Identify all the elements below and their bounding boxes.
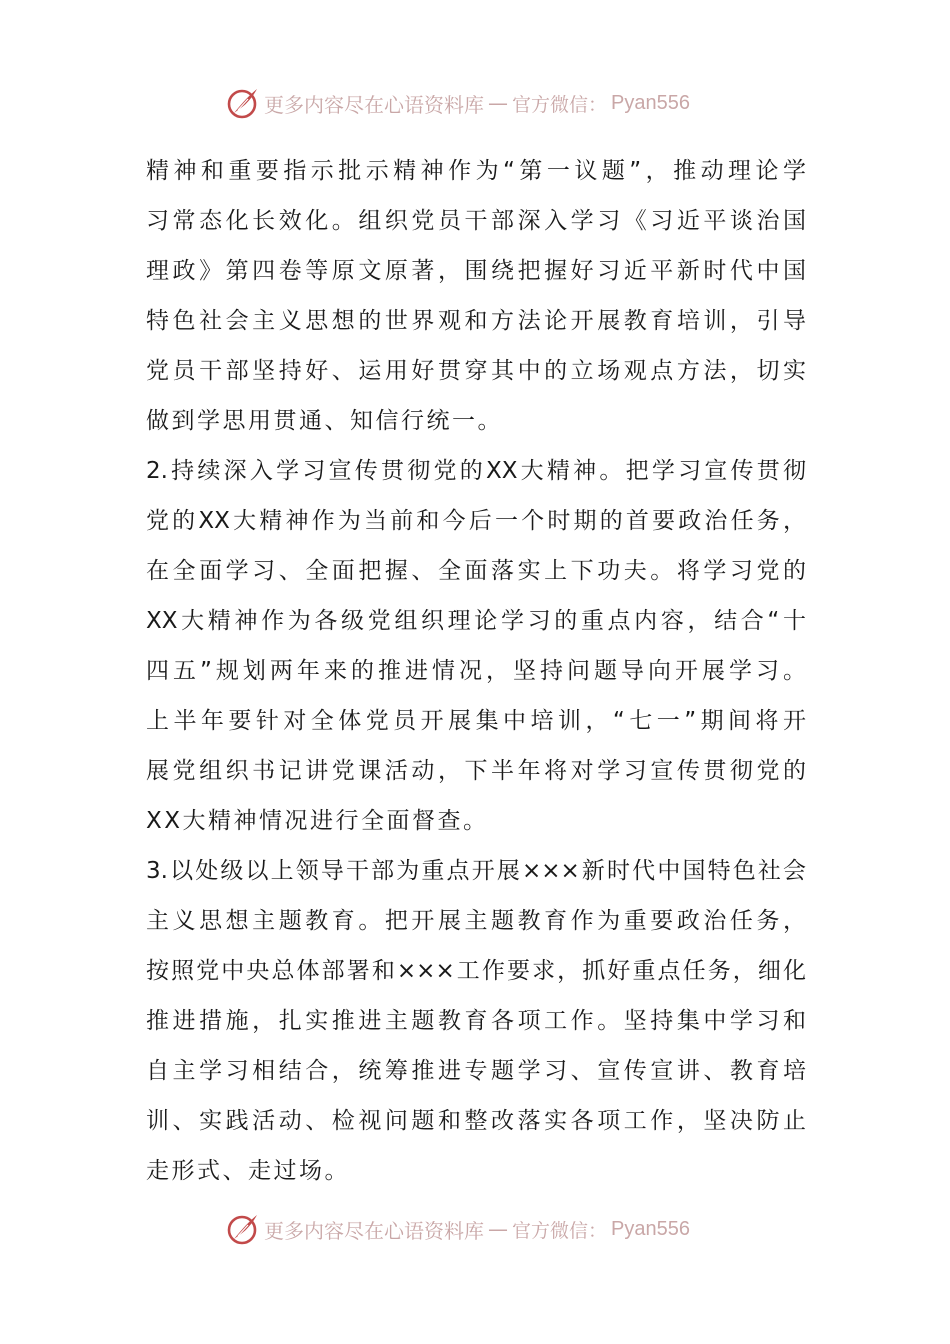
text-line: 党的XX大精神作为当前和今后一个时期的首要政治任务，: [146, 508, 806, 534]
header-watermark: [226, 85, 690, 121]
watermark-label: 官方微信：: [512, 1219, 608, 1242]
text-line: 按照党中央总体部署和×××工作要求，抓好重点任务，细化: [146, 958, 806, 984]
text-line: 特色社会主义思想的世界观和方法论开展教育培训，引导: [146, 308, 806, 334]
text-line: 党员干部坚持好、运用好贯穿其中的立场观点方法，切实: [146, 358, 806, 384]
text-line: 在全面学习、全面把握、全面落实上下功夫。将学习党的: [146, 558, 806, 584]
watermark-brand-text: 更多内容尽在心语资料库: [264, 92, 484, 117]
text-line: 四五”规划两年来的推进情况，坚持问题导向开展学习。: [146, 658, 806, 684]
text-line: 推进措施，扎实推进主题教育各项工作。坚持集中学习和: [146, 1008, 806, 1034]
text-line: 训、实践活动、检视问题和整改落实各项工作，坚决防止: [146, 1108, 806, 1134]
text-line: 做到学思用贯通、知信行统一。: [146, 408, 503, 434]
text-line: 展党组织书记讲党课活动，下半年将对学习宣传贯彻党的: [146, 758, 806, 784]
watermark-handle: Pyan556: [611, 91, 690, 114]
footer-watermark: [226, 1211, 690, 1247]
text-line: 上半年要针对全体党员开展集中培训，“七一”期间将开: [146, 708, 806, 734]
document-body: [146, 146, 806, 1196]
watermark-handle: Pyan556: [611, 1217, 690, 1240]
text-line: 2.持续深入学习宣传贯彻党的XX大精神。把学习宣传贯彻: [146, 458, 806, 484]
text-line: 3.以处级以上领导干部为重点开展×××新时代中国特色社会: [146, 858, 806, 884]
watermark-separator: —: [488, 91, 508, 115]
text-line: XX大精神情况进行全面督查。: [146, 808, 489, 834]
text-line: 自主学习相结合，统筹推进专题学习、宣传宣讲、教育培: [146, 1058, 806, 1084]
watermark-separator: —: [488, 1217, 508, 1241]
text-line: XX大精神作为各级党组织理论学习的重点内容，结合“十: [146, 608, 806, 634]
text-line: 理政》第四卷等原文原著，围绕把握好习近平新时代中国: [146, 258, 806, 284]
quill-logo-icon: [226, 1212, 260, 1246]
text-line: 主义思想主题教育。把开展主题教育作为重要政治任务，: [146, 908, 806, 934]
text-line: 走形式、走过场。: [146, 1158, 350, 1184]
text-line: 精神和重要指示批示精神作为“第一议题”，推动理论学: [146, 158, 806, 184]
quill-logo-icon: [226, 86, 260, 120]
watermark-brand-text: 更多内容尽在心语资料库: [264, 1218, 484, 1243]
watermark-label: 官方微信：: [512, 93, 608, 116]
text-line: 习常态化长效化。组织党员干部深入学习《习近平谈治国: [146, 208, 806, 234]
